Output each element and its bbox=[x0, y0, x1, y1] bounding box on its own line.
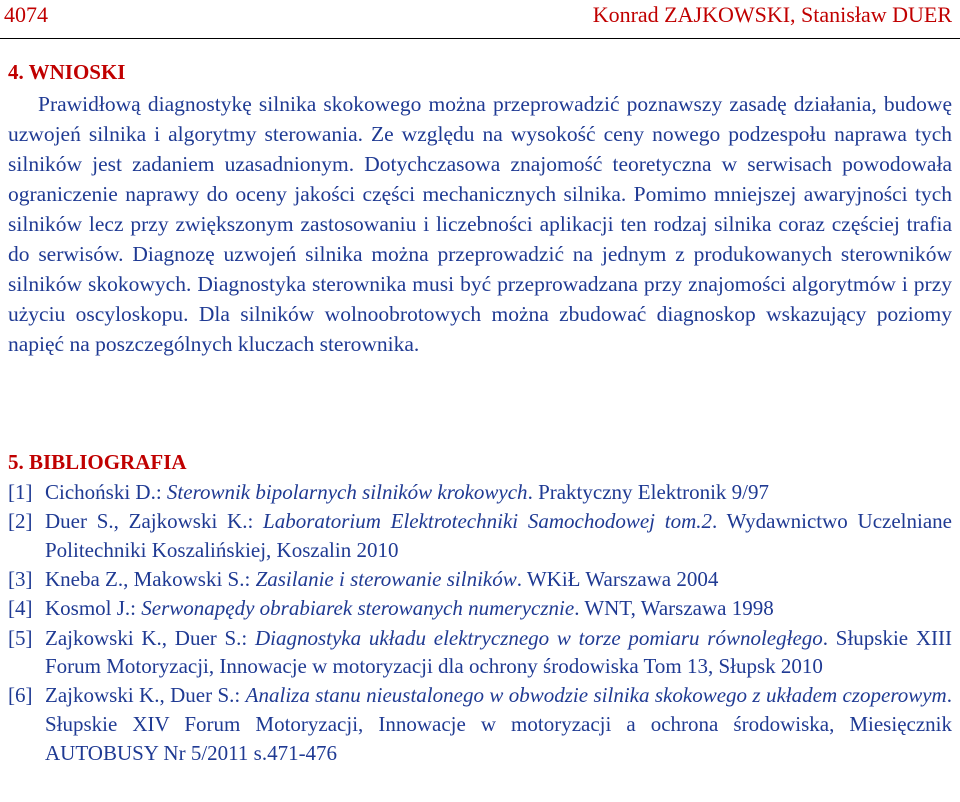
conclusions-body bbox=[8, 89, 952, 359]
entry-title: Zasilanie i sterowanie silników bbox=[255, 567, 517, 592]
page-number: 4074 bbox=[4, 2, 48, 27]
entry-ref: [5] bbox=[8, 625, 33, 650]
entry-title: Serwonapędy obrabiarek sterowanych numerycznie bbox=[141, 596, 575, 621]
bibliography-entry bbox=[8, 624, 952, 681]
entry-rest: . Wydawnictwo Uczelniane Politechniki Koszalińskiej, Koszalin 2010 bbox=[45, 509, 952, 562]
entry-authors: Zajkowski K., Duer S.: bbox=[45, 683, 246, 708]
bibliography-entry bbox=[8, 594, 952, 623]
entry-authors: Zajkowski K., Duer S.: bbox=[45, 625, 255, 650]
entry-authors: Kneba Z., Makowski S.: bbox=[45, 567, 256, 592]
entry-authors: Duer S., Zajkowski K.: bbox=[45, 509, 264, 534]
entry-title: Diagnostyka układu elektrycznego w torze pomiaru równoległego bbox=[254, 625, 823, 650]
entry-ref: [3] bbox=[8, 567, 33, 592]
entry-rest: . Praktyczny Elektronik 9/97 bbox=[527, 480, 770, 504]
bibliography-entry bbox=[8, 681, 952, 767]
bibliography-entry bbox=[8, 478, 952, 507]
entry-rest: . WNT, Warszawa 1998 bbox=[574, 596, 774, 621]
entry-authors: Kosmol J.: bbox=[45, 596, 142, 621]
entry-ref: [6] bbox=[8, 683, 33, 708]
running-header bbox=[0, 0, 960, 39]
header-authors: Konrad ZAJKOWSKI, Stanisław DUER bbox=[592, 2, 952, 27]
conclusions-paragraph: Prawidłową diagnostykę silnika skokowego można przeprowadzić poznawszy zasadę działania, budowę uzwojeń silnika i algorytmy sterowania. Ze względu na wysokość ceny nowego podzespołu naprawa tych silników jest zadaniem uzasadnionym. Dotychczasowa znajomość teoretyczna w serwisach powodowała ograniczenie naprawy do oceny jakości części mechanicznych silnika. Pomimo mniejszej awaryjności tych silników lecz przy zwiększonym zastosowaniu i liczebności aplikacji ten rodzaj silnika coraz częściej trafia do serwisów. Diagnozę uzwojeń silnika można przeprowadzić na jednym z produkowanych sterowników silników skokowych. Diagnostyka sterownika musi być przeprowadzana przy znajomości algorytmów i przy użyciu oscyloskopu. Dla silników wolnoobrotowych można zbudować diagnoskop wskazujący poziomy napięć na poszczególnych kluczach sterownika. bbox=[8, 92, 952, 356]
bibliography-list bbox=[8, 478, 952, 768]
entry-ref: [2] bbox=[8, 509, 33, 534]
entry-title: Sterownik bipolarnych silników krokowych bbox=[166, 480, 528, 504]
entry-authors: Cichoński D.: bbox=[45, 480, 167, 504]
entry-title: Laboratorium Elektrotechniki Samochodowej tom.2 bbox=[263, 509, 712, 534]
section-title-conclusions: 4. WNIOSKI bbox=[8, 60, 126, 84]
entry-ref: [4] bbox=[8, 596, 33, 621]
bibliography-entry bbox=[8, 565, 952, 594]
entry-rest: . Słupskie XIII Forum Motoryzacji, Innowacje w motoryzacji dla ochrony środowiska Tom 13, Słupsk 2010 bbox=[45, 625, 952, 679]
section-title-bibliography: 5. BIBLIOGRAFIA bbox=[8, 450, 187, 474]
bibliography-entry bbox=[8, 507, 952, 564]
entry-ref: [1] bbox=[8, 480, 33, 504]
entry-rest: . Słupskie XIV Forum Motoryzacji, Innowacje w motoryzacji a ochrona środowiska, Miesięcznik AUTOBUSY Nr 5/2011 s.471-476 bbox=[45, 683, 952, 765]
entry-rest: . WKiŁ Warszawa 2004 bbox=[516, 567, 719, 592]
entry-title: Analiza stanu nieustalonego w obwodzie silnika skokowego z układem czoperowym bbox=[245, 683, 947, 708]
